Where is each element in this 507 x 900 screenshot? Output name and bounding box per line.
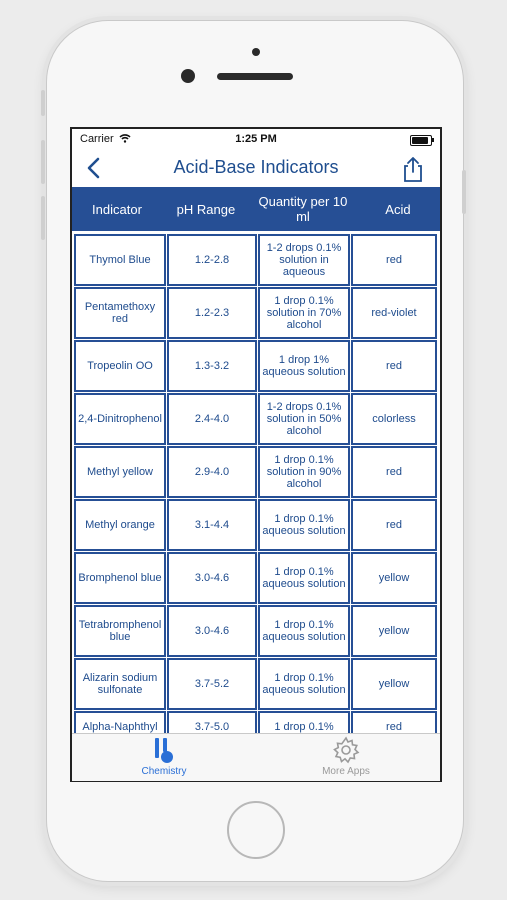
cell-ph-range: 2.9-4.0 <box>167 446 257 498</box>
cell-indicator: Pentamethoxy red <box>74 287 166 339</box>
cell-indicator: Tropeolin OO <box>74 340 166 392</box>
battery-icon <box>410 135 432 146</box>
cell-acid: yellow <box>351 552 437 604</box>
header-ph-range: pH Range <box>176 201 236 217</box>
cell-quantity: 1 drop 0.1% aqueous solution <box>258 658 350 710</box>
cell-indicator: Thymol Blue <box>74 234 166 286</box>
cell-indicator: Tetrabromphenol blue <box>74 605 166 657</box>
proximity-sensor <box>252 48 260 56</box>
volume-down-button <box>41 196 45 240</box>
mute-switch <box>41 90 45 116</box>
header-quantity: Quantity per 10 ml <box>258 194 348 224</box>
power-button <box>462 170 466 214</box>
gear-icon <box>332 736 360 764</box>
cell-indicator: Alizarin sodium sulfonate <box>74 658 166 710</box>
table-row <box>74 605 438 657</box>
cell-acid: yellow <box>351 658 437 710</box>
cell-indicator: Bromphenol blue <box>74 552 166 604</box>
header-acid: Acid <box>385 201 411 217</box>
cell-acid: red <box>351 499 437 551</box>
cell-ph-range: 1.2-2.3 <box>167 287 257 339</box>
tab-bar <box>72 733 440 781</box>
header-indicator: Indicator <box>92 201 142 217</box>
table-row <box>74 658 438 710</box>
cell-ph-range: 3.0-4.6 <box>167 552 257 604</box>
cell-quantity: 1-2 drops 0.1% solution in aqueous <box>258 234 350 286</box>
cell-quantity: 1 drop 0.1% aqueous solution <box>258 605 350 657</box>
status-bar <box>72 129 440 151</box>
cell-quantity: 1 drop 0.1% aqueous solution <box>258 552 350 604</box>
cell-ph-range: 1.3-3.2 <box>167 340 257 392</box>
cell-acid: red <box>351 234 437 286</box>
tab-chemistry[interactable] <box>104 736 224 780</box>
cell-quantity: 1 drop 0.1% <box>258 711 350 763</box>
table-header <box>72 187 440 231</box>
cell-acid: yellow <box>351 605 437 657</box>
table-row <box>74 234 438 286</box>
cell-indicator: Methyl yellow <box>74 446 166 498</box>
carrier-text: Carrier <box>80 133 114 145</box>
table-row <box>74 499 438 551</box>
cell-quantity: 1-2 drops 0.1% solution in 50% alcohol <box>258 393 350 445</box>
cell-acid: colorless <box>351 393 437 445</box>
tab-chemistry-label: Chemistry <box>141 766 187 777</box>
table-row <box>74 393 438 445</box>
table-row <box>74 287 438 339</box>
cell-acid: red <box>351 446 437 498</box>
cell-quantity: 1 drop 0.1% solution in 90% alcohol <box>258 446 350 498</box>
cell-ph-range: 3.7-5.0 <box>167 711 257 763</box>
volume-up-button <box>41 140 45 184</box>
cell-ph-range: 3.0-4.6 <box>167 605 257 657</box>
table-row <box>74 340 438 392</box>
indicator-table[interactable] <box>74 234 438 734</box>
page-title: Acid-Base Indicators <box>173 157 339 177</box>
table-row <box>74 446 438 498</box>
front-camera <box>181 69 195 83</box>
cell-quantity: 1 drop 0.1% aqueous solution <box>258 499 350 551</box>
cell-indicator: 2,4-Dinitrophenol <box>74 393 166 445</box>
cell-ph-range: 2.4-4.0 <box>167 393 257 445</box>
cell-quantity: 1 drop 1% aqueous solution <box>258 340 350 392</box>
cell-acid: red <box>351 711 437 763</box>
share-icon[interactable] <box>400 155 426 183</box>
cell-quantity: 1 drop 0.1% solution in 70% alcohol <box>258 287 350 339</box>
cell-acid: red-violet <box>351 287 437 339</box>
navigation-bar <box>72 151 440 187</box>
flask-icon <box>152 736 176 764</box>
table-row <box>74 552 438 604</box>
cell-ph-range: 3.7-5.2 <box>167 658 257 710</box>
app-screen <box>70 127 442 782</box>
status-time: 1:25 PM <box>235 133 277 145</box>
home-button[interactable] <box>227 801 285 859</box>
cell-acid: red <box>351 340 437 392</box>
tab-more-apps-label: More Apps <box>322 766 370 777</box>
cell-indicator: Methyl orange <box>74 499 166 551</box>
cell-ph-range: 1.2-2.8 <box>167 234 257 286</box>
tab-more-apps[interactable] <box>286 736 406 780</box>
earpiece-speaker <box>217 73 293 80</box>
cell-indicator: Alpha-Naphthyl <box>74 711 166 763</box>
cell-ph-range: 3.1-4.4 <box>167 499 257 551</box>
